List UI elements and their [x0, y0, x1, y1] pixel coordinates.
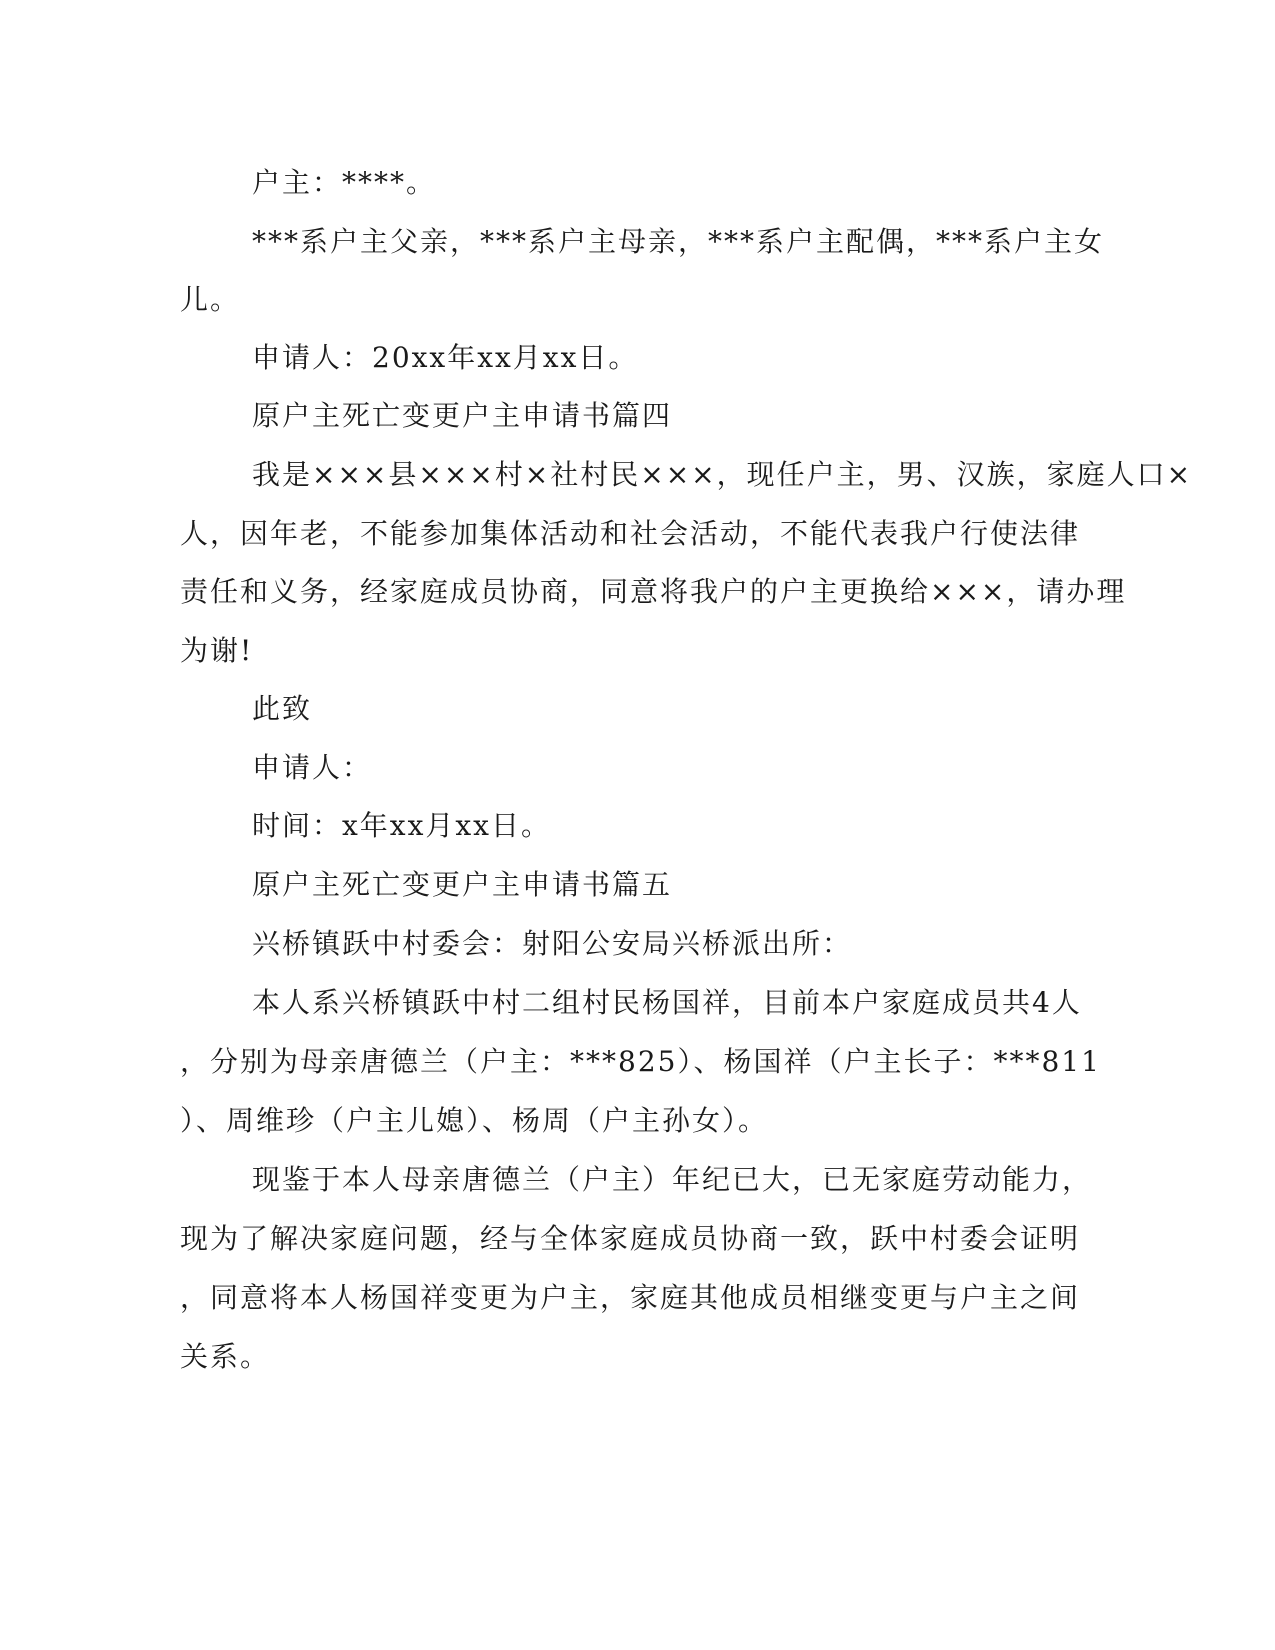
- body-paragraph-line: ，分别为母亲唐德兰（户主：***825）、杨国祥（户主长子：***811: [180, 1045, 1101, 1078]
- addressee-line: 兴桥镇跃中村委会：射阳公安局兴桥派出所：: [252, 927, 853, 960]
- salutation-line: 此致: [252, 692, 313, 725]
- body-paragraph-line: ，同意将本人杨国祥变更为户主，家庭其他成员相继变更与户主之间: [180, 1281, 1081, 1314]
- family-relations-line: ***系户主父亲，***系户主母亲，***系户主配偶，***系户主女: [252, 225, 1105, 258]
- date-line: 时间：x年xx月xx日。: [252, 809, 551, 842]
- householder-line: 户主：****。: [252, 166, 437, 199]
- body-paragraph-line: ）、周维珍（户主儿媳）、杨周（户主孙女）。: [180, 1104, 769, 1137]
- body-paragraph-line: 本人系兴桥镇跃中村二组村民杨国祥，目前本户家庭成员共4人: [252, 986, 1082, 1019]
- applicant-date-line: 申请人：20xx年xx月xx日。: [252, 341, 639, 374]
- body-paragraph-line: 为谢!: [180, 634, 254, 667]
- body-paragraph-line: 现为了解决家庭问题，经与全体家庭成员协商一致，跃中村委会证明: [180, 1222, 1081, 1255]
- body-paragraph-line: 现鉴于本人母亲唐德兰（户主）年纪已大，已无家庭劳动能力，: [252, 1163, 1093, 1196]
- body-paragraph-line: 我是×××县×××村×社村民×××，现任户主，男、汉族，家庭人口×: [252, 458, 1193, 491]
- body-paragraph-line: 关系。: [180, 1340, 271, 1373]
- section-heading-5: 原户主死亡变更户主申请书篇五: [252, 868, 673, 901]
- body-paragraph-line: 人，因年老，不能参加集体活动和社会活动，不能代表我户行使法律: [180, 517, 1081, 550]
- body-paragraph-line: 责任和义务，经家庭成员协商，同意将我户的户主更换给×××，请办理: [180, 575, 1127, 608]
- applicant-label: 申请人：: [252, 751, 373, 784]
- family-relations-line-cont: 儿。: [180, 283, 241, 316]
- section-heading-4: 原户主死亡变更户主申请书篇四: [252, 399, 673, 432]
